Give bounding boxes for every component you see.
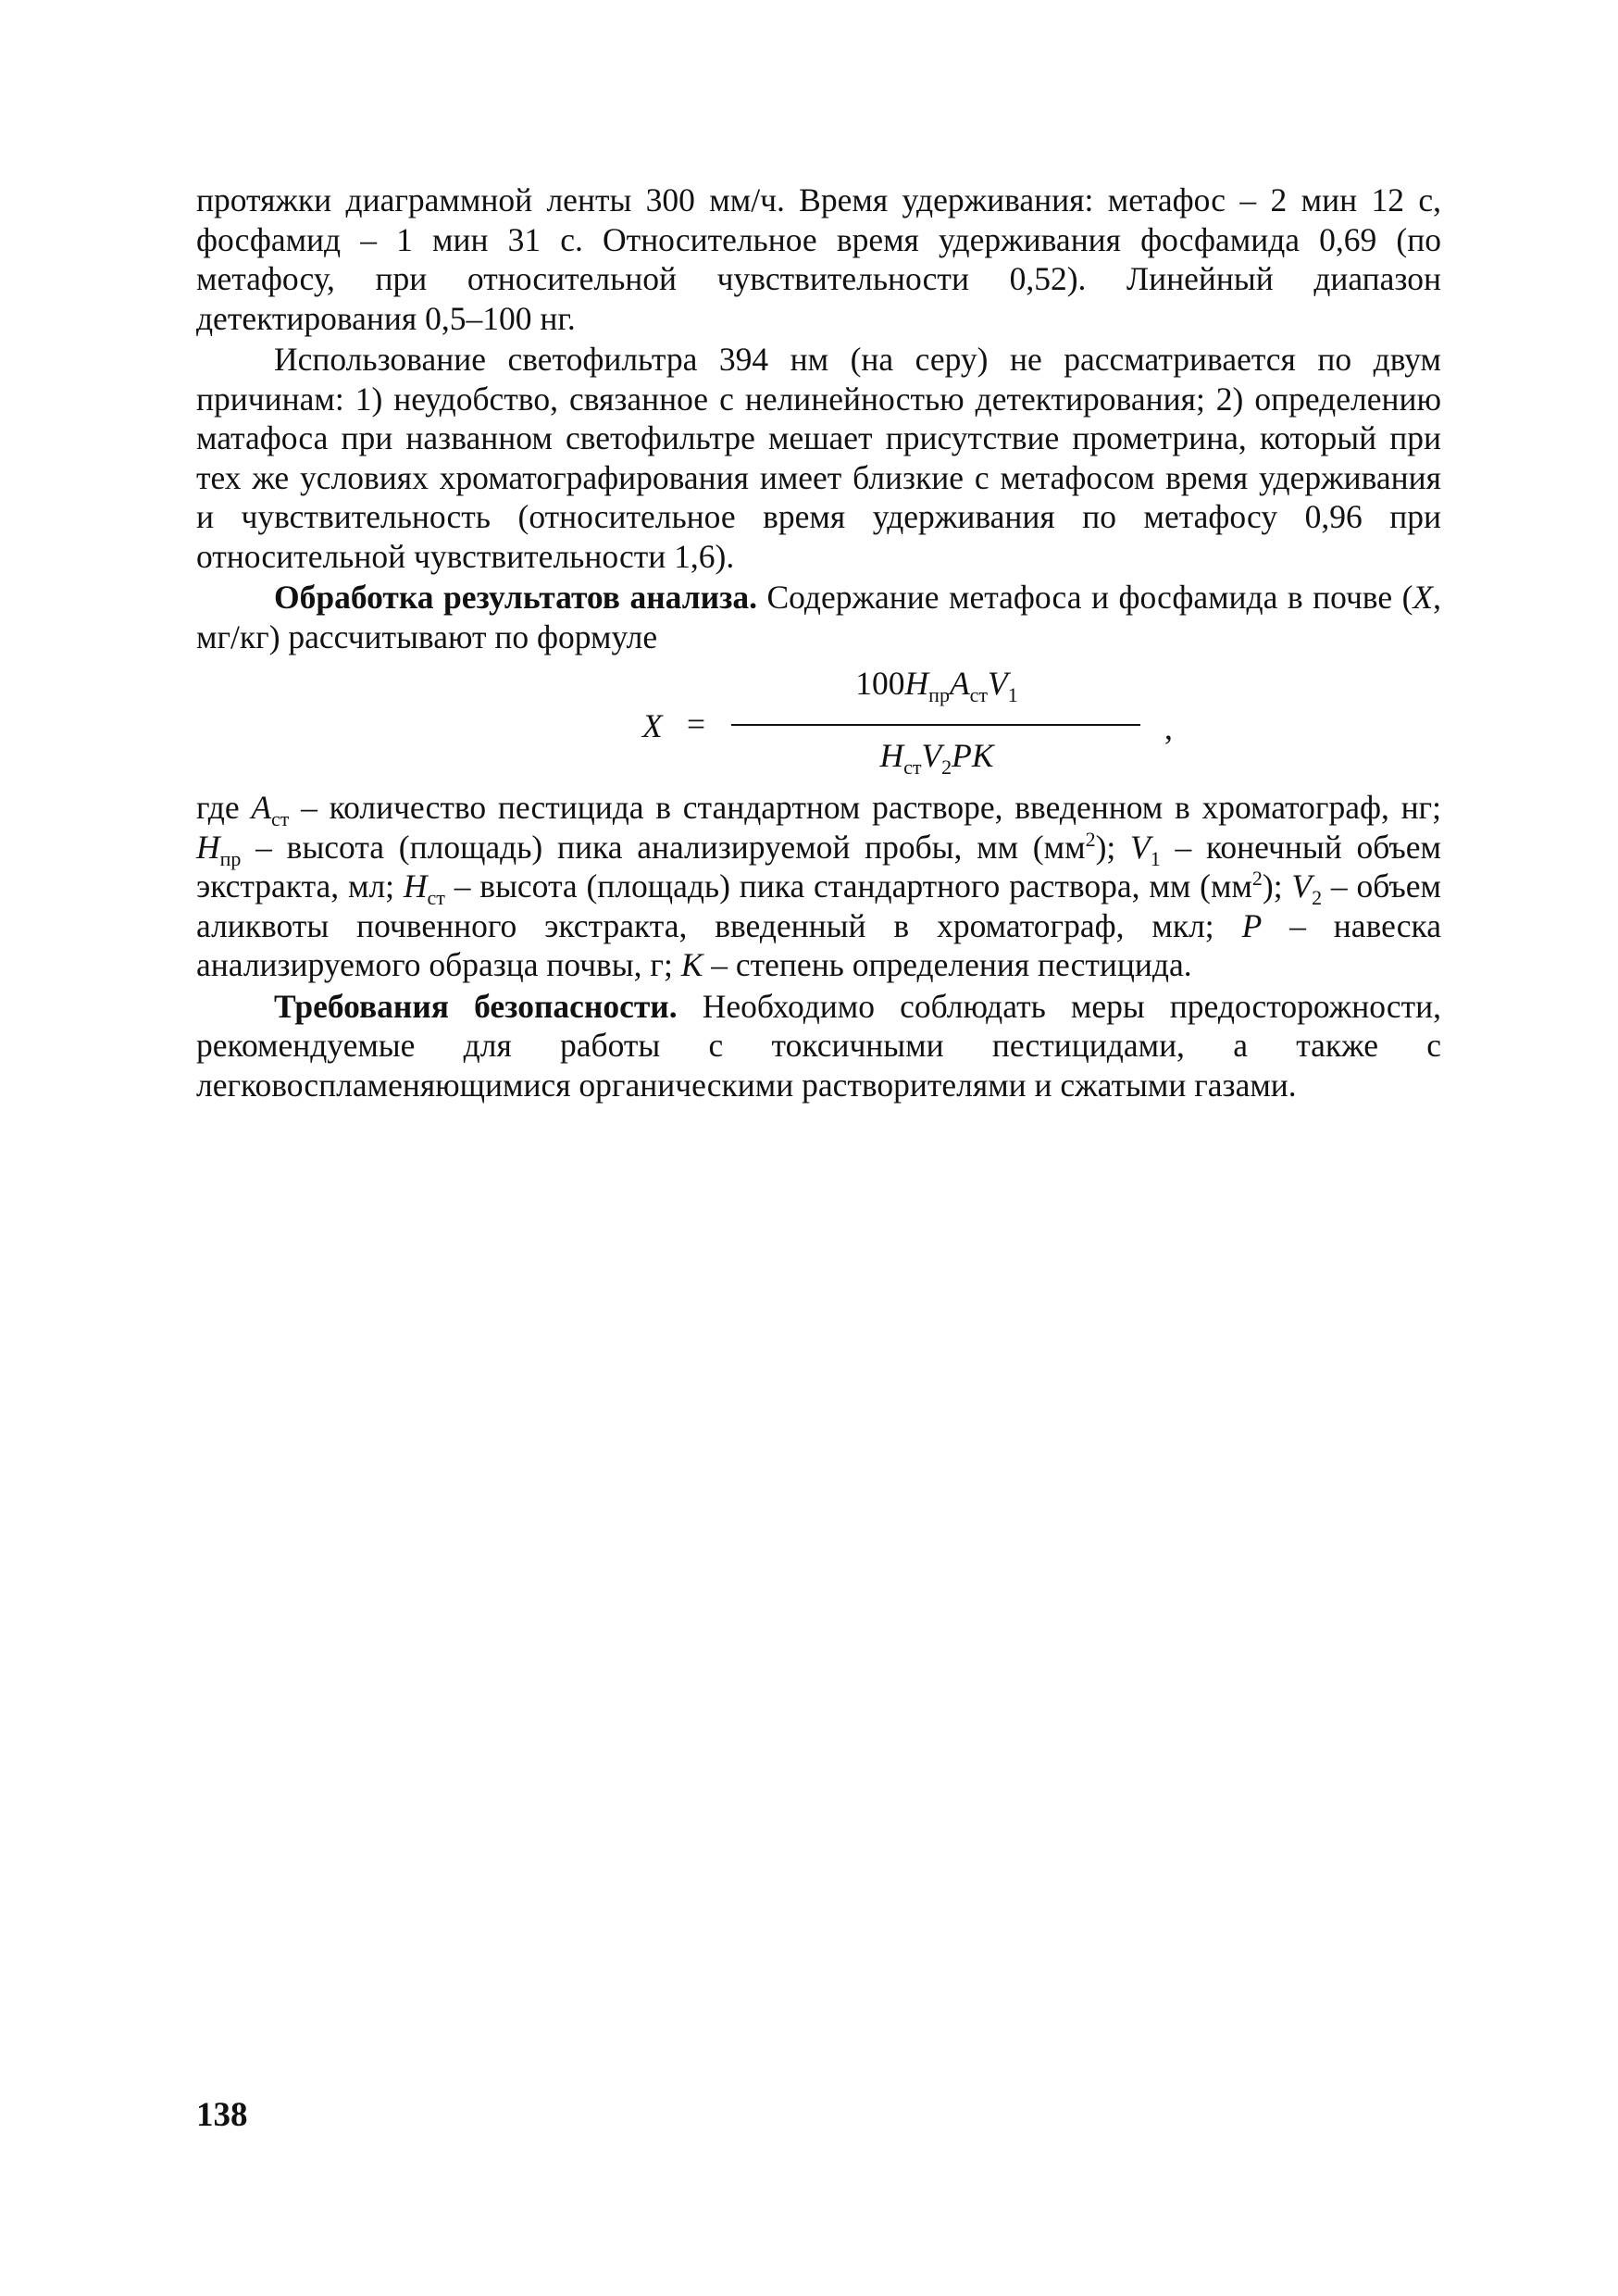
numerator-h: H — [904, 665, 929, 702]
denominator-pk: PK — [952, 737, 994, 774]
legend-v2-symbol: V — [1291, 867, 1313, 905]
legend-h-symbol: H — [196, 828, 220, 866]
denominator-h: H — [879, 737, 904, 774]
legend-a-symbol: A — [251, 789, 272, 826]
formula-denominator — [733, 736, 1140, 780]
numerator-a-sub: ст — [969, 683, 989, 707]
numerator-v-sub: 1 — [1007, 683, 1018, 707]
page-body — [196, 181, 1441, 1104]
paragraph-legend — [196, 788, 1441, 985]
formula-lhs: X — [642, 707, 663, 744]
formula-comma: , — [1164, 709, 1173, 746]
formula — [196, 664, 1441, 779]
paragraph-results-processing — [196, 578, 1441, 656]
legend-square-1: 2 — [1085, 827, 1096, 851]
denominator-v-sub: 2 — [941, 755, 952, 780]
section-heading-safety: Требования безопасности. — [274, 987, 678, 1025]
legend-v1-sub: 1 — [1150, 846, 1161, 870]
numerator-v: V — [988, 665, 1008, 702]
paragraph-detection-conditions: протяжки диаграммной ленты 300 мм/ч. Время удерживания: метафос – 2 мин 12 с, фосфамид – 1 мин 31 с. Относительное время удерживания фосфамида 0,69 (по метафосу, при относительной чувствительности 0,52). Линейный диапазон детектирования 0,5–100 нг. — [196, 181, 1441, 337]
results-text: Содержание метафоса и фосфамида в почве ( — [756, 579, 1413, 616]
results-variable: X — [1413, 579, 1434, 616]
legend-text-1: – количество пестицида в стандартном растворе, введенном в хроматограф, нг; — [289, 789, 1441, 826]
numerator-coefficient: 100 — [855, 665, 905, 702]
legend-text-8: – навеска анализируемого образца почвы, г; — [196, 906, 1441, 983]
legend-p-symbol: P — [1241, 906, 1263, 944]
legend-k-symbol: K — [680, 946, 703, 983]
formula-equals: = — [687, 705, 706, 742]
legend-text-9: – степень определения пестицида. — [703, 946, 1192, 983]
paragraph-filter-note: Использование светофильтра 394 нм (на серу) не рассматривается по двум причинам: 1) неудобство, связанное с нелинейностью детектирования; 2) определению матафоса при названном светофильтре мешает присутствие прометрина, который при тех же условиях хроматографирования имеет близкие с метафосом время удерживания и чувствительность (относительное время удерживания по метафосу 0,96 при относительной чувствительности 1,6). — [196, 341, 1441, 575]
numerator-h-sub: пр — [928, 683, 950, 707]
legend-text-7: – объем аликвоты почвенного экстракта, введенный в хроматограф, мкл; — [196, 867, 1441, 944]
legend-h-sub: пр — [219, 846, 242, 870]
legend-hst-sub: ст — [427, 886, 445, 910]
legend-text-5: – высота (площадь) пика стандартного раствора, мм (мм — [444, 867, 1252, 905]
paragraph-safety — [196, 987, 1441, 1105]
legend-v2-sub: 2 — [1312, 886, 1323, 910]
denominator-v: V — [921, 737, 942, 774]
legend-text-0: где — [196, 789, 252, 826]
legend-text-3: ); — [1095, 828, 1131, 866]
legend-text-2: – высота (площадь) пика анализируемой пробы, мм (мм — [241, 828, 1086, 866]
legend-v1-symbol: V — [1130, 828, 1151, 866]
legend-hst-symbol: H — [403, 867, 428, 905]
page-number: 138 — [196, 2096, 248, 2134]
fraction-bar — [731, 724, 1140, 726]
legend-square-2: 2 — [1251, 867, 1263, 891]
results-text-end: , мг/кг) рассчитывают по формуле — [196, 579, 1441, 655]
legend-a-sub: ст — [271, 807, 290, 831]
legend-text-6: ); — [1262, 867, 1292, 905]
section-heading-results: Обработка результатов анализа. — [274, 579, 757, 616]
safety-text: Необходимо соблюдать меры предосторожности, рекомендуемые для работы с токсичными пестицидами, а также с легковоспламеняющимися органическими растворителями и сжатыми газами. — [196, 987, 1441, 1104]
legend-text-4: – конечный объем экстракта, мл; — [196, 828, 1441, 905]
formula-numerator — [733, 664, 1140, 707]
denominator-h-sub: ст — [903, 755, 922, 780]
numerator-a: A — [949, 665, 970, 702]
